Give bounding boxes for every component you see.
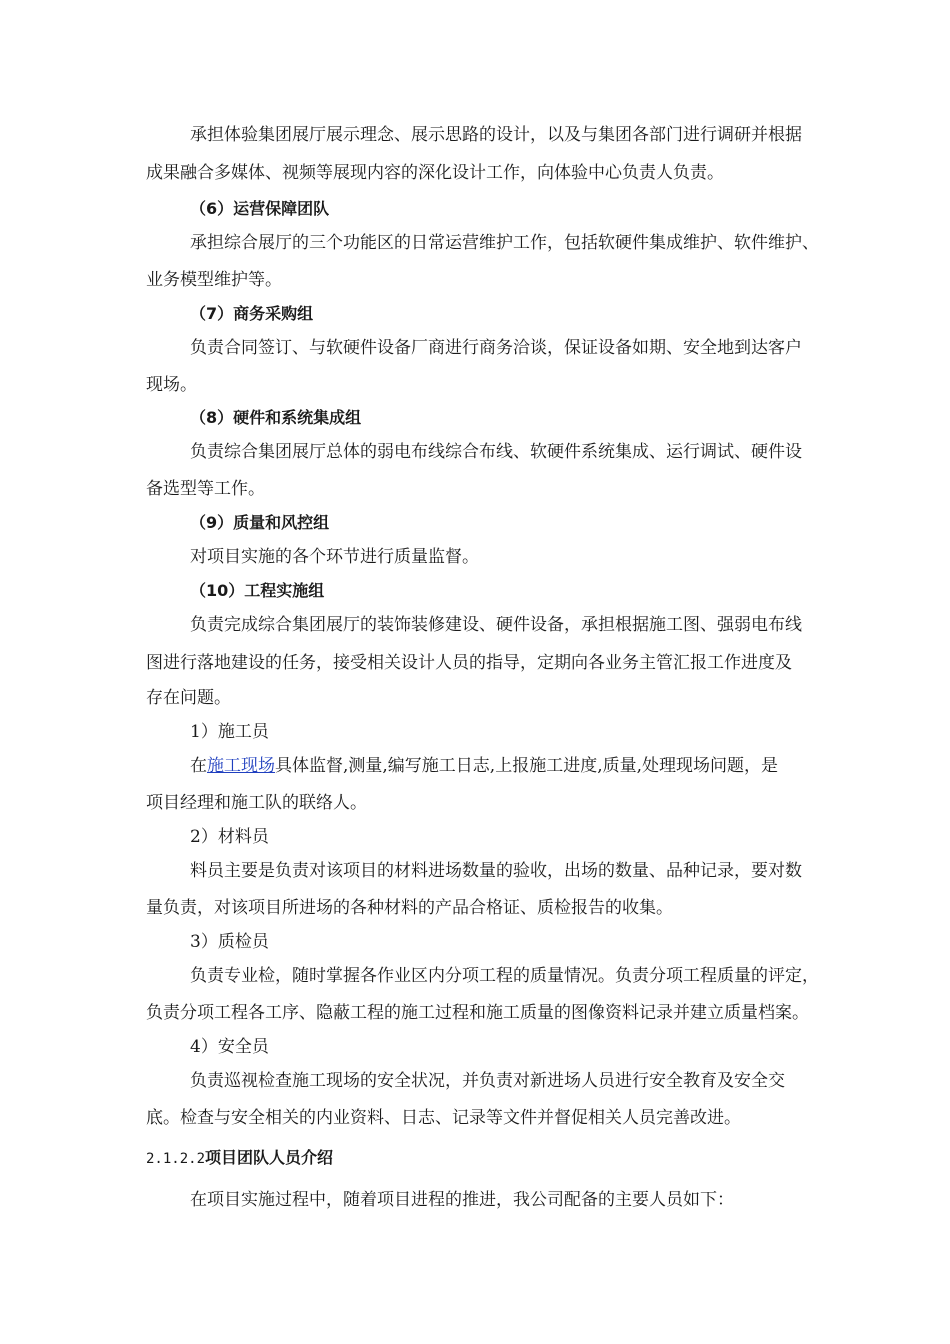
construction-site-link[interactable]: 施工现场 bbox=[207, 756, 275, 776]
paragraph-line: 负责合同签订、与软硬件设备厂商进行商务洽谈，保证设备如期、安全地到达客户 bbox=[190, 338, 802, 358]
role-heading-material: 2）材料员 bbox=[190, 827, 269, 847]
paragraph-line: 负责巡视检查施工现场的安全状况，并负责对新进场人员进行安全教育及安全交 bbox=[190, 1071, 785, 1091]
paragraph-line: 现场。 bbox=[146, 375, 197, 395]
paragraph-line: 备选型等工作。 bbox=[146, 479, 265, 499]
section-title: 项目团队人员介绍 bbox=[205, 1148, 334, 1167]
role-heading-safety: 4）安全员 bbox=[190, 1037, 269, 1057]
paragraph-line: 存在问题。 bbox=[146, 688, 231, 708]
text-suffix: 具体监督,测量,编写施工日志,上报施工进度,质量,处理现场问题，是 bbox=[275, 756, 779, 776]
paragraph-line: 对项目实施的各个环节进行质量监督。 bbox=[190, 547, 479, 567]
paragraph-line: 底。检查与安全相关的内业资料、日志、记录等文件并督促相关人员完善改进。 bbox=[146, 1108, 741, 1128]
paragraph-line: 承担综合展厅的三个功能区的日常运营维护工作，包括软硬件集成维护、软件维护、 bbox=[190, 233, 819, 253]
subheading-engineering: （10）工程实施组 bbox=[190, 581, 325, 600]
paragraph-line: 成果融合多媒体、视频等展现内容的深化设计工作，向体验中心负责人负责。 bbox=[146, 163, 724, 183]
subheading-operations-team: （6）运营保障团队 bbox=[190, 199, 330, 218]
paragraph-line: 项目经理和施工队的联络人。 bbox=[146, 793, 367, 813]
subheading-hardware-integration: （8）硬件和系统集成组 bbox=[190, 408, 362, 427]
paragraph-line: 料员主要是负责对该项目的材料进场数量的验收，出场的数量、品种记录，要对数 bbox=[190, 861, 802, 881]
paragraph-line bbox=[190, 754, 778, 778]
paragraph-line: 负责分项工程各工序、隐蔽工程的施工过程和施工质量的图像资料记录并建立质量档案。 bbox=[146, 1003, 809, 1023]
paragraph-line: 负责完成综合集团展厅的装饰装修建设、硬件设备，承担根据施工图、强弱电布线 bbox=[190, 615, 802, 635]
text-prefix: 在 bbox=[190, 756, 207, 776]
section-heading bbox=[146, 1146, 333, 1170]
paragraph-line: 图进行落地建设的任务，接受相关设计人员的指导，定期向各业务主管汇报工作进度及 bbox=[146, 653, 792, 673]
paragraph-line: 业务模型维护等。 bbox=[146, 270, 282, 290]
subheading-quality-risk: （9）质量和风控组 bbox=[190, 513, 330, 532]
paragraph-line: 负责专业检，随时掌握各作业区内分项工程的质量情况。负责分项工程质量的评定， bbox=[190, 966, 819, 986]
paragraph-line: 在项目实施过程中，随着项目进程的推进，我公司配备的主要人员如下： bbox=[190, 1190, 734, 1210]
section-number: 2.1.2.2 bbox=[146, 1151, 206, 1167]
paragraph-line: 承担体验集团展厅展示理念、展示思路的设计，以及与集团各部门进行调研并根据 bbox=[190, 125, 802, 145]
role-heading-constructor: 1）施工员 bbox=[190, 722, 269, 742]
paragraph-line: 量负责，对该项目所进场的各种材料的产品合格证、质检报告的收集。 bbox=[146, 898, 673, 918]
paragraph-line: 负责综合集团展厅总体的弱电布线综合布线、软硬件系统集成、运行调试、硬件设 bbox=[190, 442, 802, 462]
subheading-procurement: （7）商务采购组 bbox=[190, 304, 314, 323]
role-heading-inspector: 3）质检员 bbox=[190, 932, 269, 952]
